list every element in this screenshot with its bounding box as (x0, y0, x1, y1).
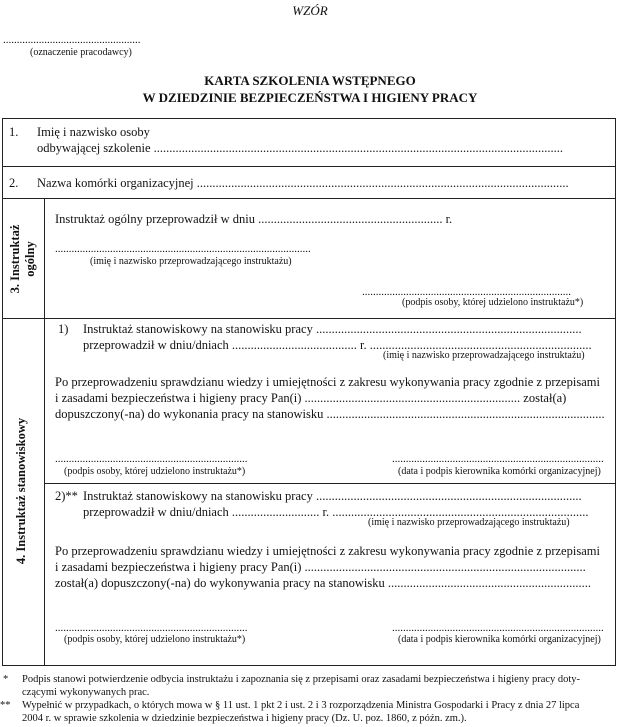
footnote2-line1: Wypełnić w przypadkach, o których mowa w § 11 ust. 1 pkt 2 i ust. 2 i 3 rozporządzenia Ministra Gospodarki i Pracy z dnia 27 lipca (22, 700, 580, 711)
part2-paragraph-line3[interactable]: został(a) dopuszczony(-na) do wykonywania pracy na stanowisku ................................................................. (55, 576, 592, 590)
row1-label-line1: Imię i nazwisko osoby (37, 125, 150, 139)
wzor-label: WZÓR (292, 3, 328, 18)
part2-instructor-label: (imię i nazwisko przeprowadzającego instruktażu) (368, 517, 570, 528)
row1-name-field[interactable]: odbywającej szkolenie ................................................................................................................................... (37, 141, 563, 155)
section3-signature-dots[interactable]: ............................................................................ (362, 286, 571, 298)
part1-signature-left-label: (podpis osoby, której udzielono instruktażu*) (64, 466, 246, 477)
part2-signature-right-dots[interactable]: ............................................................................. (392, 622, 604, 634)
footnote2-mark: ** (0, 700, 11, 711)
row2-department-field[interactable]: Nazwa komórki organizacyjnej ....................................................................................................................... (37, 176, 569, 190)
section3-date-field[interactable]: Instruktaż ogólny przeprowadził w dniu ........................................................... r. (55, 212, 453, 226)
part1-paragraph-line1: Po przeprowadzeniu sprawdzianu wiedzy i umiejętności z zakresu wykonywania pracy zgodnie z przepisami (55, 375, 600, 389)
part1-paragraph-line3[interactable]: dopuszczony(-na) do wykonania pracy na stanowisku ......................................................................................... (55, 407, 605, 421)
section3-side-label-line1: 3. Instruktaż (8, 224, 22, 294)
part1-signature-left-dots[interactable]: ...................................................................... (55, 453, 248, 465)
divider-row2 (2, 198, 616, 199)
part1-number: 1) (58, 322, 69, 336)
part1-signature-right-label: (data i podpis kierownika komórki organizacyjnej) (398, 466, 601, 477)
section3-side-label (8, 199, 38, 319)
part1-paragraph-line2[interactable]: i zasadami bezpieczeństwa i higieny pracy Pan(i) ..................................................................... został(a) (55, 391, 567, 405)
section3-instructor-dots[interactable]: ............................................................................................. (55, 243, 311, 255)
divider-part1 (44, 483, 616, 484)
section3-instructor-label: (imię i nazwisko przeprowadzającego instruktażu) (90, 256, 292, 267)
part2-paragraph-line2[interactable]: i zasadami bezpieczeństwa i higieny pracy Pan(i) .......................................................................................... (55, 560, 586, 574)
row2-number: 2. (9, 176, 19, 190)
divider-section3 (2, 318, 616, 319)
part2-date-field[interactable]: przeprowadził w dniu/dniach ............................ r. .................................................................................. (83, 505, 589, 519)
part2-workstation-field[interactable]: Instruktaż stanowiskowy na stanowisku pracy ..................................................................................... (83, 489, 582, 503)
section4-side-label: 4. Instruktaż stanowiskowy (14, 417, 28, 565)
employer-dots[interactable]: .................................................. (3, 34, 141, 46)
part2-signature-left-dots[interactable]: ...................................................................... (55, 622, 248, 634)
form-title-line1: KARTA SZKOLENIA WSTĘPNEGO (204, 73, 416, 88)
part1-workstation-field[interactable]: Instruktaż stanowiskowy na stanowisku pracy ..................................................................................... (83, 322, 582, 336)
section3-side-label-line2: ogólny (23, 241, 37, 277)
footnote1-mark: * (3, 674, 9, 685)
footnote1-line1: Podpis stanowi potwierdzenie odbycia instruktażu i zapoznania się z przepisami oraz zasadami bezpieczeństwa i higieny pracy doty- (22, 674, 581, 685)
footnote2-line2: 2004 r. w sprawie szkolenia w dziedzinie bezpieczeństwa i higieny pracy (Dz. U. poz. 1860, z późn. zm.). (22, 713, 467, 724)
employer-label: (oznaczenie pracodawcy) (30, 47, 132, 58)
part2-signature-left-label: (podpis osoby, której udzielono instruktażu*) (64, 634, 246, 645)
row1-number: 1. (9, 125, 19, 139)
part2-signature-right-label: (data i podpis kierownika komórki organizacyjnej) (398, 634, 601, 645)
part2-paragraph-line1: Po przeprowadzeniu sprawdzianu wiedzy i umiejętności z zakresu wykonywania pracy zgodnie z przepisami (55, 544, 600, 558)
divider-row1 (2, 166, 616, 167)
footnote1-line2: czącymi wykonywanych prac. (22, 687, 150, 698)
section3-signature-label: (podpis osoby, której udzielono instruktażu*) (402, 297, 584, 308)
part1-date-field[interactable]: przeprowadził w dniu/dniach ........................................ r. ....................................................................... (83, 338, 592, 352)
side-column-divider (44, 198, 45, 666)
part1-signature-right-dots[interactable]: ............................................................................. (392, 453, 604, 465)
form-title-line2: W DZIEDZINIE BEZPIECZEŃSTWA I HIGIENY PRACY (142, 90, 478, 105)
part1-instructor-label: (imię i nazwisko przeprowadzającego instruktażu) (383, 350, 585, 361)
part2-number: 2)** (55, 489, 78, 503)
